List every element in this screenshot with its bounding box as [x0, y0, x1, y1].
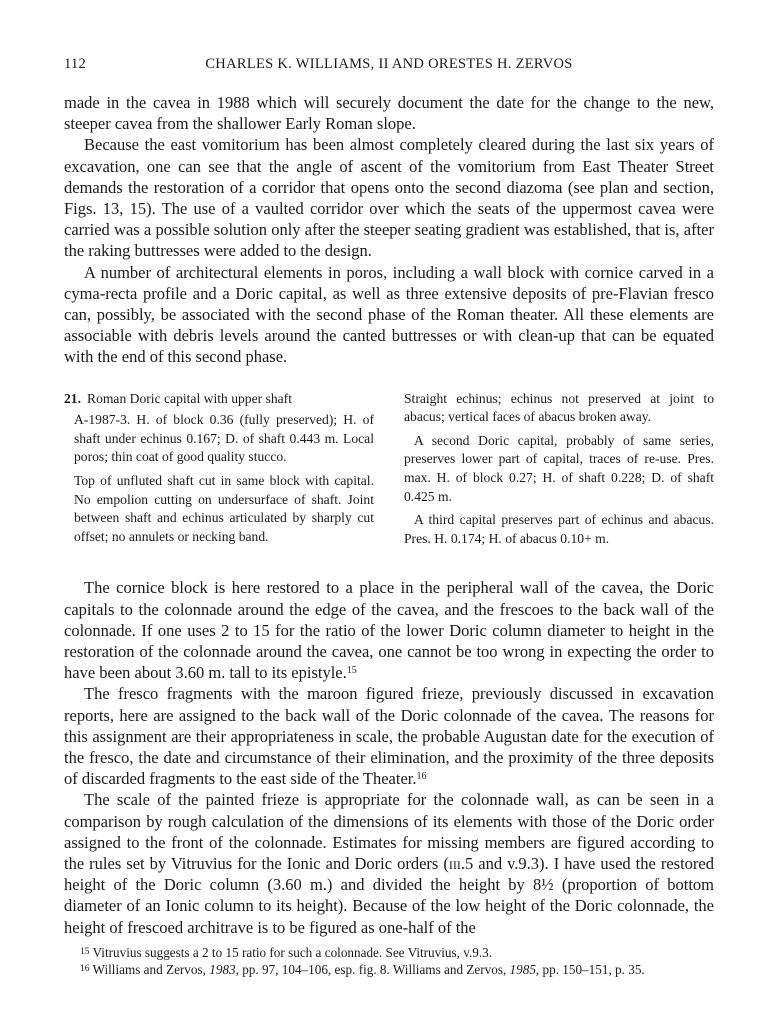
running-header	[64, 56, 714, 80]
catalog-dimensions: A-1987-3. H. of block 0.36 (fully preserved); H. of shaft under echinus 0.167; D. of shaft 0.443 m. Local poros; thin coat of good quality stucco.	[74, 412, 374, 465]
catalog-left-column	[64, 390, 374, 554]
catalog-right-column	[404, 390, 714, 554]
catalog-number: 21.	[64, 390, 81, 406]
top-text	[64, 92, 714, 368]
paragraph-continued: made in the cavea in 1988 which will securely document the date for the change to the new, steeper cavea from the shallower Early Roman slope.	[64, 93, 714, 134]
footnote-ref-15[interactable]: 15	[346, 665, 357, 677]
page-number: 112	[64, 56, 87, 72]
footnotes	[64, 944, 714, 979]
paragraph-vomitorium: Because the east vomitorium has been almost completely cleared during the last six years of excavation, one can see that the angle of ascent of the vomitorium from East Theater Street demands the restoration of a corridor that opens onto the second diazoma (see plan and section, Figs. 13, 15). The use of a vaulted corridor over which the seats of the uppermost cavea were carried was a possible solution only after the steeper seating gradient was established, that is, after the raking buttresses were added to the design.	[64, 135, 714, 261]
catalog-third-capital: A third capital preserves part of echinus and abacus. Pres. H. 0.174; H. of abacus 0.10+ m.	[404, 512, 714, 546]
page	[64, 56, 714, 979]
paragraph-cornice-block: The cornice block is here restored to a place in the peripheral wall of the cavea, the Doric capitals to the colonnade around the edge of the cavea, and the frescoes to the back wall of the colonnade. If one uses 2 to 15 for the ratio of the lower Doric column diameter to height in the restoration of the colonnade around the cavea, one cannot be too wrong in expecting the order to have been about 3.60 m. tall to its epistyle.$^{15}$	[64, 578, 714, 683]
catalog-title	[64, 390, 374, 409]
footnote-15: $^{15}$ Vitruvius suggests a 2 to 15 ratio for such a colonnade. See Vitruvius, v.9.3.	[80, 944, 493, 960]
catalog-title-text: Roman Doric capital with upper shaft	[87, 390, 292, 406]
paragraph-fresco-fragments: The fresco fragments with the maroon figured frieze, previously discussed in excavation reports, here are assigned to the back wall of the Doric colonnade of the cavea. The reasons for this assignment are their appropriateness in scale, the probable Augustan date for the execution of the fresco, the date and circumstance of their elimination, and the proximity of the three deposits of discarded fragments to the east side of the Theater.$^{16}$	[64, 684, 714, 789]
footnote-16: $^{16}$ Williams and Zervos, 1983, pp. 97, 104–106, esp. fig. 8. Williams and Zervos, 1985, pp. 150–151, p. 35.	[80, 962, 645, 978]
running-header-authors: CHARLES K. WILLIAMS, II AND ORESTES H. ZERVOS	[205, 56, 573, 72]
paragraph-painted-frieze: The scale of the painted frieze is appropriate for the colonnade wall, as can be seen in a comparison by rough calculation of the dimensions of its elements with those of the Doric order assigned to the front of the colonnade. Estimates for missing members are figured according to the rules set by Vitruvius for the Ionic and Doric orders (iii.5 and v.9.3). I have used the restored height of the Doric column (3.60 m.) and divided the height by 8½ (proportion of bottom diameter of an Ionic column to its height). Because of the low height of the Doric colonnade, the height of frescoed architrave is to be figured as one-half of the	[64, 790, 714, 937]
footnote-ref-16[interactable]: 16	[416, 771, 427, 783]
catalog-description: Top of unfluted shaft cut in same block with capital. No empolion cutting on undersurface of shaft. Joint between shaft and echinus articulated by sharply cut offset; no annulets or necking band.	[74, 473, 374, 544]
paragraph-architectural-elements: A number of architectural elements in poros, including a wall block with cornice carved in a cyma-recta profile and a Doric capital, as well as three extensive deposits of pre-Flavian fresco can, possibly, be associated with the second phase of the Roman theater. All these elements are associable with debris levels around the canted buttresses or with clean-up that can be equated with the end of this second phase.	[64, 262, 714, 367]
catalog-second-capital: A second Doric capital, probably of same series, preserves lower part of capital, traces of re-use. Pres. max. H. of block 0.27; H. of shaft 0.228; D. of shaft 0.425 m.	[404, 432, 714, 504]
bottom-text	[64, 577, 714, 937]
catalog-entry	[64, 390, 714, 554]
catalog-echinus: Straight echinus; echinus not preserved at joint to abacus; vertical faces of abacus broken away.	[404, 390, 714, 425]
